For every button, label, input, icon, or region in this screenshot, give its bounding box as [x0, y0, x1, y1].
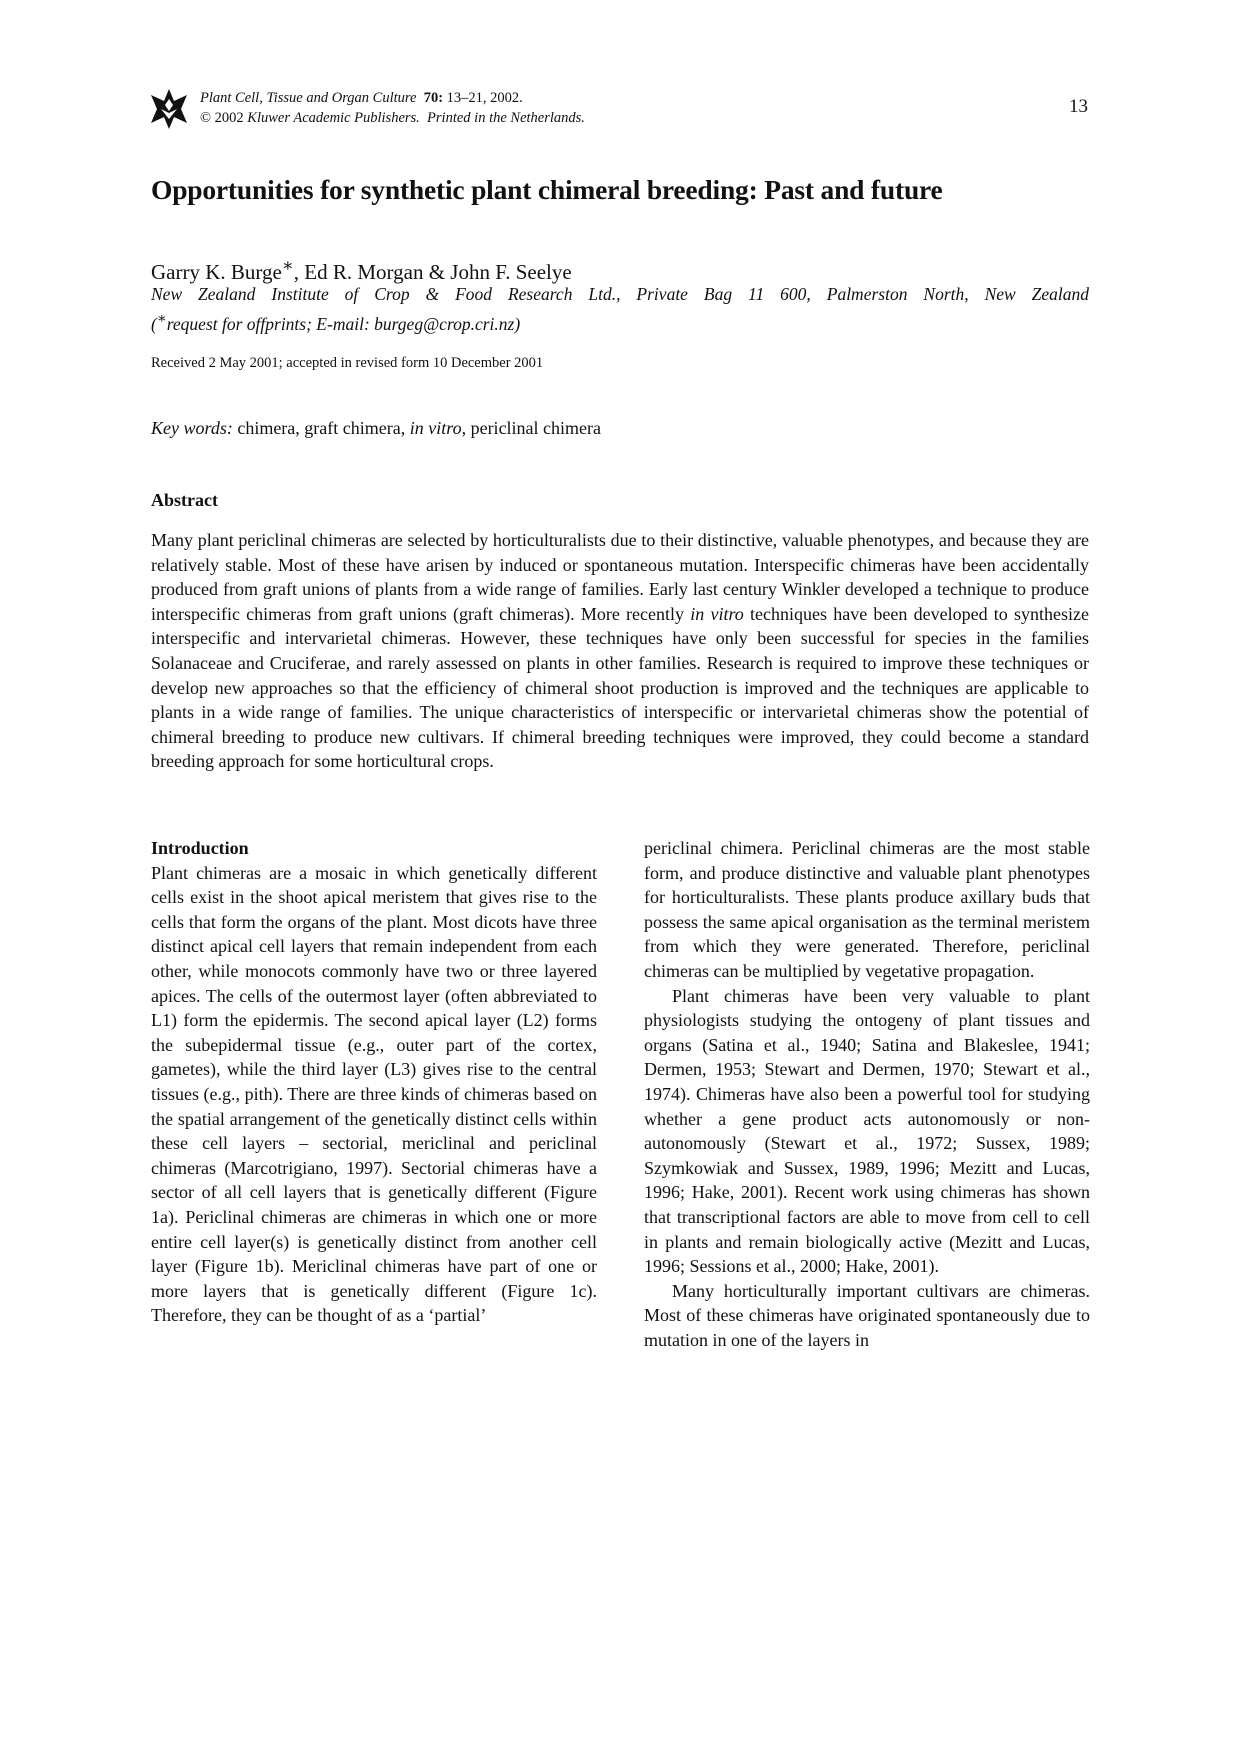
affiliation-asterisk: ∗ — [156, 311, 167, 327]
keywords-label: Key words: — [151, 418, 233, 438]
abstract-text: Many plant periclinal chimeras are selected by horticulturalists due to their distinctive, valuable phenotypes, and because they are relatively stable. Most of these have arisen by induced or spontaneous mutation. Interspecific chimeras have been accidentally produced from graft unions of plants from a wide range of families. Early last century Winkler developed a technique to produce interspecific chimeras from graft unions (graft chimeras). More recently in vitro techniques have been developed to synthesize interspecific and intervarietal chimeras. However, these techniques have only been successful for species in the families Solanaceae and Cruciferae, and rarely assessed on plants in other families. Research is required to improve these techniques or develop new approaches so that the efficiency of chimeral shoot production is improved and the techniques are applicable to plants in a wide range of families. The unique characteristics of interspecific or intervarietal chimeras show the potential of chimeral breeding to produce new cultivars. If chimeral breeding techniques were improved, they could become a standard breeding approach for some horticultural crops. — [151, 530, 1089, 772]
journal-volume: 70: — [423, 90, 444, 106]
article-title: Opportunities for synthetic plant chimeral breeding: Past and future — [151, 174, 943, 205]
affiliation — [151, 282, 1089, 337]
introduction-heading: Introduction — [151, 838, 249, 858]
intro-paragraph-2: periclinal chimera. Periclinal chimeras are the most stable form, and produce distinctive and valuable plant phenotypes for horticulturalists. These plants produce axillary buds that possess the same apical organisation as the terminal meristem from which they were generated. Therefore, periclinal chimeras can be multiplied by vegetative propagation. — [644, 838, 1090, 981]
keywords: Key words: chimera, graft chimera, in vitro, periclinal chimera — [151, 418, 602, 438]
journal-name: Plant Cell, Tissue and Organ Culture — [200, 90, 417, 106]
journal-line-2 — [200, 108, 585, 128]
received-date: Received 2 May 2001; accepted in revised form 10 December 2001 — [151, 355, 544, 371]
abstract-heading: Abstract — [151, 490, 218, 510]
authors — [151, 255, 572, 285]
affiliation-line-2: (∗request for offprints; E-mail: burgeg@crop.cri.nz) — [151, 311, 521, 334]
authors-rest: , Ed R. Morgan & John F. Seelye — [293, 260, 572, 284]
intro-paragraph-1: Plant chimeras are a mosaic in which genetically different cells exist in the shoot apical meristem that gives rise to the cells that form the organs of the plant. Most dicots have three distinct apical cell layers that remain independent from each other, while monocots commonly have two or three layered apices. The cells of the outermost layer (often abbreviated to L1) form the epidermis. The second apical layer (L2) forms the subepidermal tissue (e.g., outer part of the cortex, gametes), while the third layer (L3) gives rise to the central tissues (e.g., pith). There are three kinds of chimeras based on the spatial arrangement of the genetically distinct cells within these cell layers – sectorial, mericlinal and periclinal chimeras (Marcotrigiano, 1997). Sectorial chimeras have a sector of all cell layers that is genetically different (Figure 1a). Periclinal chimeras are chimeras in which one or more entire cell layer(s) is genetically distinct from another cell layer (Figure 1b). Mericlinal chimeras have part of one or more layers that is genetically different (Figure 1c). Therefore, they can be thought of as a ‘partial’ — [151, 862, 597, 1326]
abstract-italic: in vitro — [690, 603, 744, 624]
intro-paragraph-3: Plant chimeras have been very valuable to plant physiologists studying the ontogeny of plant tissues and organs (Satina et al., 1940; Satina and Blakeslee, 1941; Dermen, 1953; Stewart and Dermen, 1970; Stewart et al., 1974). Chimeras have also been a powerful tool for studying whether a gene product acts autonomously or non-autonomously (Stewart et al., 1972; Sussex, 1989; Szymkowiak and Sussex, 1989, 1996; Mezitt and Lucas, 1996; Hake, 2001). Recent work using chimeras has shown that transcriptional factors are able to move from cell to cell in plants and remain biologically active (Mezitt and Lucas, 1996; Sessions et al., 2000; Hake, 2001). — [644, 985, 1090, 1277]
journal-line-1 — [200, 88, 585, 108]
journal-citation — [200, 88, 585, 128]
keywords-italic: in vitro — [409, 418, 462, 438]
left-column — [151, 836, 597, 1328]
page-number: 13 — [1069, 96, 1088, 117]
kluwer-logo-icon — [151, 87, 187, 131]
author-first: Garry K. Burge — [151, 260, 282, 284]
journal-pages: 13–21, 2002. — [446, 90, 523, 106]
publisher: Kluwer Academic Publishers. — [247, 110, 420, 126]
author-asterisk: ∗ — [281, 255, 294, 275]
affiliation-line-1: New Zealand Institute of Crop & Food Research Ltd., Private Bag 11 600, Palmerston North, New Zealand — [151, 284, 1089, 304]
printed-in: Printed in the Netherlands. — [427, 110, 585, 126]
copyright-symbol: © — [200, 110, 212, 126]
copyright-year: 2002 — [214, 110, 244, 126]
intro-paragraph-4: Many horticulturally important cultivars are chimeras. Most of these chimeras have originated spontaneously due to mutation in one of the layers in — [644, 1280, 1090, 1350]
affiliation-email: request for offprints; E-mail: burgeg@crop.cri.nz) — [166, 313, 521, 334]
right-column — [644, 836, 1090, 1352]
